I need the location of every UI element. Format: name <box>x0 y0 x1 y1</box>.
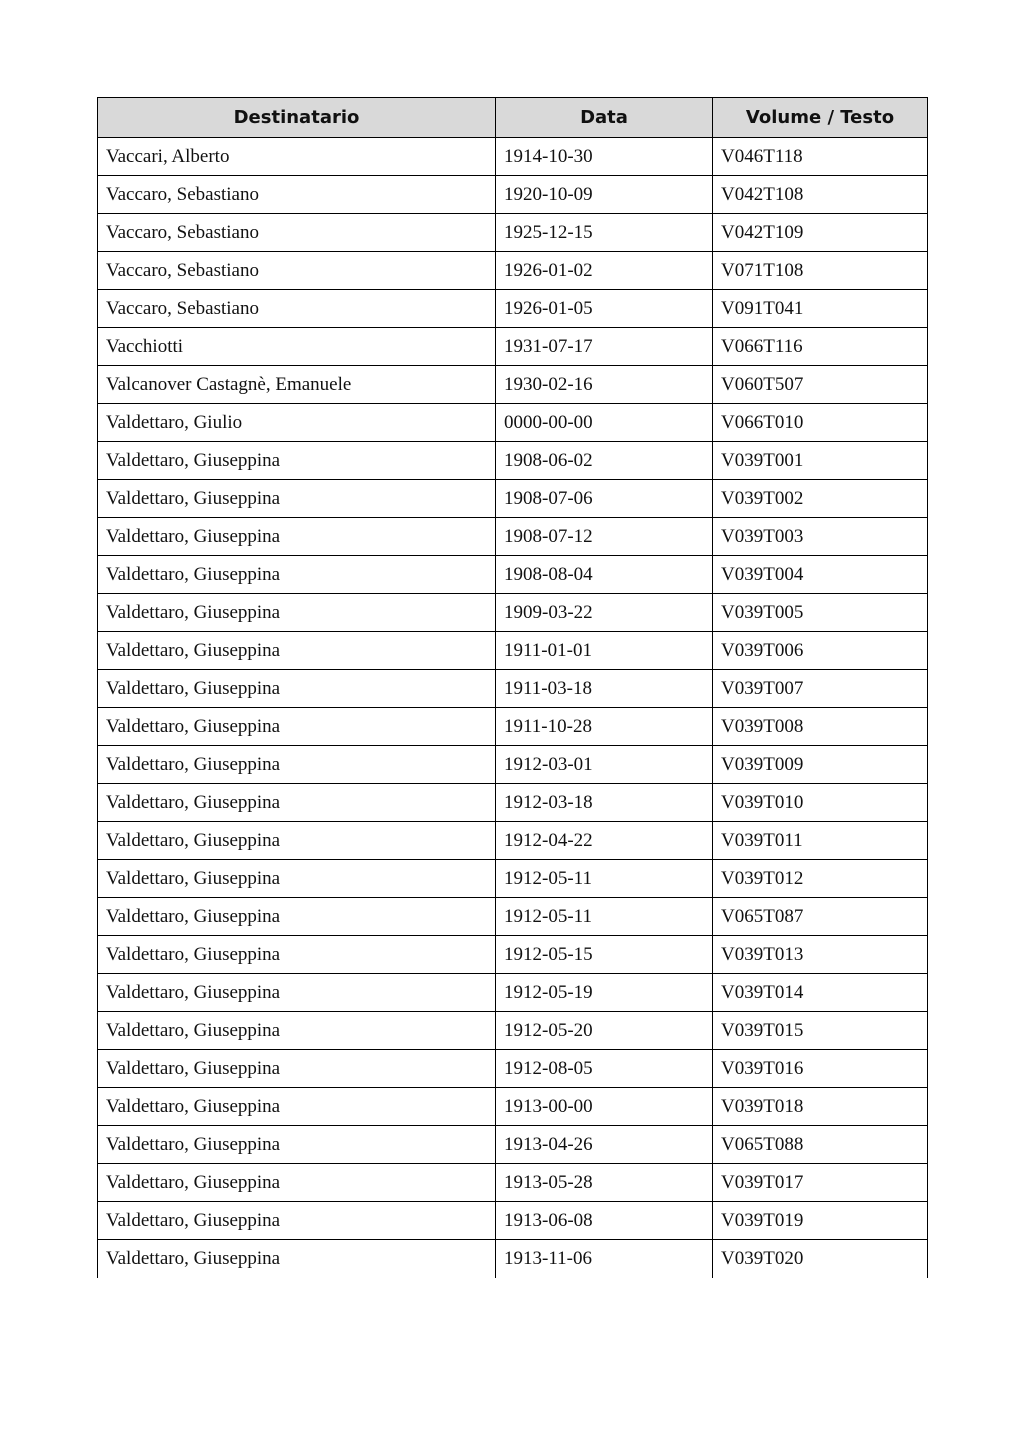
table-row <box>98 708 928 746</box>
table-row <box>98 214 928 252</box>
cell-volume-testo: V042T109 <box>713 214 928 252</box>
table-row <box>98 404 928 442</box>
table-row <box>98 1240 928 1278</box>
cell-volume-testo: V039T014 <box>713 974 928 1012</box>
table-body <box>98 138 928 1278</box>
cell-destinatario: Valdettaro, Giuseppina <box>98 1240 496 1278</box>
cell-volume-testo: V039T010 <box>713 784 928 822</box>
cell-volume-testo: V046T118 <box>713 138 928 176</box>
table-row <box>98 822 928 860</box>
table-row <box>98 860 928 898</box>
cell-data: 1909-03-22 <box>496 594 713 632</box>
cell-volume-testo: V039T007 <box>713 670 928 708</box>
cell-destinatario: Valdettaro, Giuseppina <box>98 936 496 974</box>
cell-volume-testo: V039T020 <box>713 1240 928 1278</box>
cell-volume-testo: V060T507 <box>713 366 928 404</box>
header-volume-testo: Volume / Testo <box>713 98 928 138</box>
cell-data: 1926-01-02 <box>496 252 713 290</box>
cell-volume-testo: V039T005 <box>713 594 928 632</box>
cell-data: 1913-11-06 <box>496 1240 713 1278</box>
cell-data: 1926-01-05 <box>496 290 713 328</box>
cell-data: 1914-10-30 <box>496 138 713 176</box>
cell-data: 1913-04-26 <box>496 1126 713 1164</box>
cell-volume-testo: V039T009 <box>713 746 928 784</box>
cell-volume-testo: V039T013 <box>713 936 928 974</box>
cell-data: 1911-01-01 <box>496 632 713 670</box>
table-row <box>98 1164 928 1202</box>
cell-volume-testo: V039T019 <box>713 1202 928 1240</box>
table-row <box>98 1050 928 1088</box>
header-destinatario: Destinatario <box>98 98 496 138</box>
cell-volume-testo: V039T016 <box>713 1050 928 1088</box>
cell-volume-testo: V039T011 <box>713 822 928 860</box>
cell-volume-testo: V039T006 <box>713 632 928 670</box>
table-row <box>98 328 928 366</box>
cell-data: 1911-10-28 <box>496 708 713 746</box>
table-row <box>98 366 928 404</box>
cell-data: 1912-05-19 <box>496 974 713 1012</box>
cell-data: 1925-12-15 <box>496 214 713 252</box>
cell-data: 1908-07-06 <box>496 480 713 518</box>
cell-destinatario: Valdettaro, Giuseppina <box>98 708 496 746</box>
cell-destinatario: Valdettaro, Giuseppina <box>98 822 496 860</box>
cell-data: 1912-05-15 <box>496 936 713 974</box>
table-row <box>98 1088 928 1126</box>
cell-destinatario: Valdettaro, Giuseppina <box>98 746 496 784</box>
cell-data: 1913-05-28 <box>496 1164 713 1202</box>
cell-data: 1912-08-05 <box>496 1050 713 1088</box>
header-data: Data <box>496 98 713 138</box>
cell-volume-testo: V091T041 <box>713 290 928 328</box>
table-row <box>98 252 928 290</box>
cell-destinatario: Valdettaro, Giuseppina <box>98 632 496 670</box>
table-row <box>98 138 928 176</box>
table-row <box>98 480 928 518</box>
cell-volume-testo: V039T018 <box>713 1088 928 1126</box>
cell-data: 1911-03-18 <box>496 670 713 708</box>
cell-volume-testo: V065T088 <box>713 1126 928 1164</box>
table-row <box>98 518 928 556</box>
table-row <box>98 898 928 936</box>
cell-destinatario: Valdettaro, Giuseppina <box>98 1012 496 1050</box>
cell-data: 1913-00-00 <box>496 1088 713 1126</box>
cell-volume-testo: V039T004 <box>713 556 928 594</box>
cell-volume-testo: V039T012 <box>713 860 928 898</box>
cell-destinatario: Valdettaro, Giuseppina <box>98 1164 496 1202</box>
correspondence-table <box>97 97 928 1278</box>
table-header-row <box>98 98 928 138</box>
table-row <box>98 556 928 594</box>
cell-destinatario: Valdettaro, Giuseppina <box>98 480 496 518</box>
table-row <box>98 442 928 480</box>
cell-data: 1912-03-01 <box>496 746 713 784</box>
cell-destinatario: Valdettaro, Giuseppina <box>98 594 496 632</box>
cell-destinatario: Valdettaro, Giuseppina <box>98 1050 496 1088</box>
cell-data: 1912-04-22 <box>496 822 713 860</box>
cell-volume-testo: V039T017 <box>713 1164 928 1202</box>
cell-volume-testo: V065T087 <box>713 898 928 936</box>
table-row <box>98 594 928 632</box>
cell-destinatario: Valdettaro, Giuseppina <box>98 518 496 556</box>
cell-destinatario: Valdettaro, Giuseppina <box>98 860 496 898</box>
cell-destinatario: Valdettaro, Giuseppina <box>98 670 496 708</box>
table-row <box>98 290 928 328</box>
cell-destinatario: Vaccaro, Sebastiano <box>98 290 496 328</box>
cell-volume-testo: V042T108 <box>713 176 928 214</box>
cell-data: 1913-06-08 <box>496 1202 713 1240</box>
table-row <box>98 936 928 974</box>
cell-volume-testo: V039T001 <box>713 442 928 480</box>
cell-destinatario: Valdettaro, Giuseppina <box>98 898 496 936</box>
cell-data: 1912-05-11 <box>496 898 713 936</box>
cell-data: 1920-10-09 <box>496 176 713 214</box>
table-row <box>98 1202 928 1240</box>
table-row <box>98 974 928 1012</box>
cell-volume-testo: V071T108 <box>713 252 928 290</box>
cell-destinatario: Vacchiotti <box>98 328 496 366</box>
table-row <box>98 670 928 708</box>
cell-volume-testo: V039T003 <box>713 518 928 556</box>
cell-data: 1912-03-18 <box>496 784 713 822</box>
cell-destinatario: Valdettaro, Giulio <box>98 404 496 442</box>
cell-destinatario: Valdettaro, Giuseppina <box>98 1202 496 1240</box>
cell-destinatario: Vaccari, Alberto <box>98 138 496 176</box>
cell-volume-testo: V039T015 <box>713 1012 928 1050</box>
cell-data: 1912-05-11 <box>496 860 713 898</box>
cell-data: 1912-05-20 <box>496 1012 713 1050</box>
table-row <box>98 1012 928 1050</box>
cell-destinatario: Valdettaro, Giuseppina <box>98 974 496 1012</box>
cell-volume-testo: V039T008 <box>713 708 928 746</box>
table-row <box>98 632 928 670</box>
cell-data: 0000-00-00 <box>496 404 713 442</box>
cell-destinatario: Vaccaro, Sebastiano <box>98 214 496 252</box>
table-row <box>98 176 928 214</box>
cell-destinatario: Valdettaro, Giuseppina <box>98 784 496 822</box>
cell-destinatario: Valdettaro, Giuseppina <box>98 556 496 594</box>
cell-destinatario: Vaccaro, Sebastiano <box>98 252 496 290</box>
cell-destinatario: Valdettaro, Giuseppina <box>98 442 496 480</box>
cell-data: 1930-02-16 <box>496 366 713 404</box>
cell-data: 1908-07-12 <box>496 518 713 556</box>
cell-volume-testo: V066T116 <box>713 328 928 366</box>
cell-data: 1931-07-17 <box>496 328 713 366</box>
table-row <box>98 1126 928 1164</box>
cell-destinatario: Valcanover Castagnè, Emanuele <box>98 366 496 404</box>
cell-destinatario: Valdettaro, Giuseppina <box>98 1088 496 1126</box>
table-row <box>98 784 928 822</box>
cell-volume-testo: V066T010 <box>713 404 928 442</box>
cell-data: 1908-06-02 <box>496 442 713 480</box>
cell-volume-testo: V039T002 <box>713 480 928 518</box>
cell-destinatario: Valdettaro, Giuseppina <box>98 1126 496 1164</box>
cell-destinatario: Vaccaro, Sebastiano <box>98 176 496 214</box>
cell-data: 1908-08-04 <box>496 556 713 594</box>
table-row <box>98 746 928 784</box>
